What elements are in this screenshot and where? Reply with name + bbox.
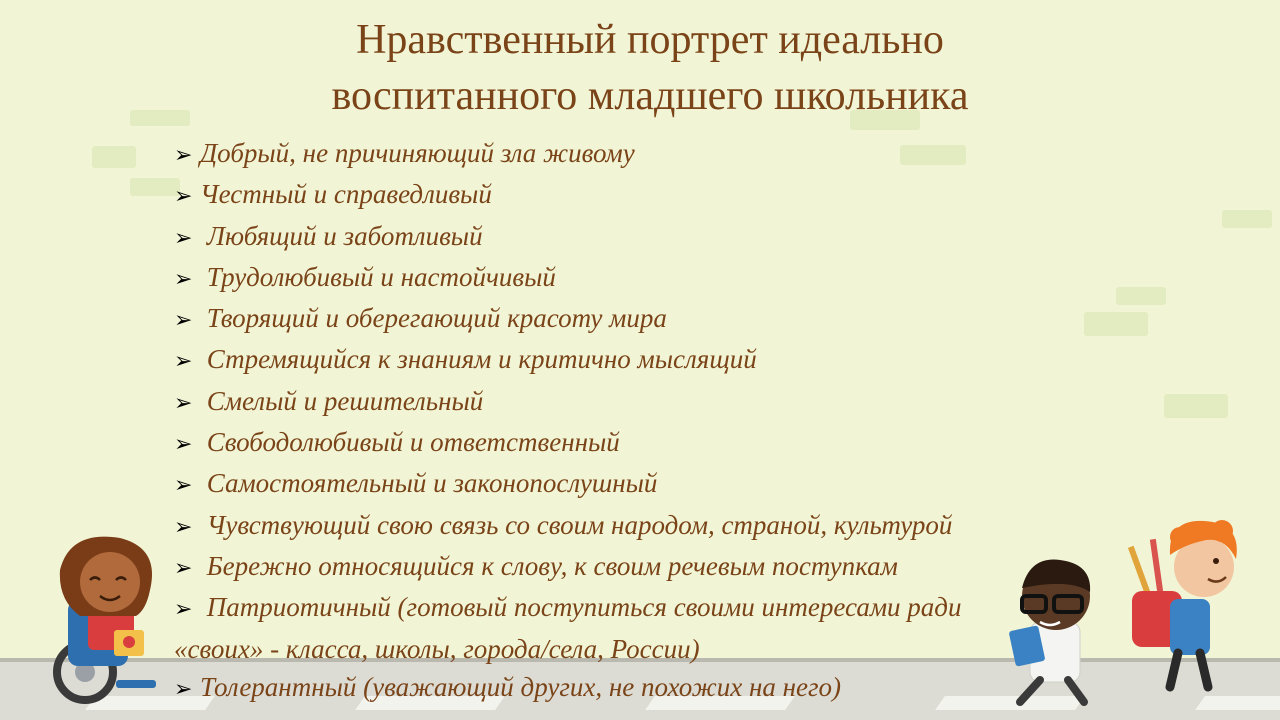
list-item: ➢ Творящий и оберегающий красоту мира (174, 299, 1054, 340)
checkmark-arrow-icon: ➢ (174, 473, 193, 499)
list-item: ➢ Бережно относящийся к слову, к своим речевым поступкам (174, 547, 1054, 588)
boy-with-book-illustration (1000, 552, 1110, 712)
checkmark-arrow-icon: ➢ (174, 266, 193, 292)
list-item: ➢ Смелый и решительный (174, 382, 1054, 423)
checkmark-arrow-icon: ➢ (174, 514, 193, 540)
checkmark-arrow-icon: ➢ (174, 184, 193, 210)
list-item: ➢ Самостоятельный и законопослушный (174, 464, 1054, 505)
checkmark-arrow-icon: ➢ (174, 225, 193, 251)
checkmark-arrow-icon: ➢ (174, 143, 193, 168)
checkmark-arrow-icon: ➢ (174, 432, 193, 458)
list-item: ➢ Патриотичный (готовый поступиться своими интересами ради «своих» - класса, школы, города/села, России) (174, 592, 962, 664)
list-item: ➢ Любящий и заботливый (174, 217, 1054, 258)
boy-with-backpack-illustration (1124, 515, 1264, 695)
list-item: ➢ Стремящийся к знаниям и критично мыслящий (174, 340, 1054, 381)
qualities-list (174, 134, 1054, 709)
list-item: ➢ Трудолюбивый и настойчивый (174, 258, 1054, 299)
checkmark-arrow-icon: ➢ (174, 676, 193, 702)
title-line-1: Нравственный портрет идеально (356, 17, 944, 63)
checkmark-arrow-icon: ➢ (174, 597, 193, 623)
checkmark-arrow-icon: ➢ (174, 308, 193, 334)
list-item: ➢ Толерантный (уважающий других, не похожих на него) (174, 668, 1054, 709)
slide-title (0, 12, 1280, 124)
list-item: ➢ Чувствующий свою связь со своим народом, страной, культурой (174, 506, 1054, 547)
checkmark-arrow-icon: ➢ (174, 390, 193, 416)
checkmark-arrow-icon: ➢ (174, 555, 193, 581)
title-line-2: воспитанного младшего школьника (331, 73, 969, 119)
list-item: ➢ Честный и справедливый (174, 175, 1054, 216)
checkmark-arrow-icon: ➢ (174, 349, 193, 375)
girl-wheelchair-illustration (40, 530, 190, 710)
list-item: ➢ Добрый, не причиняющий зла живому (174, 134, 1054, 175)
list-item: ➢ Свободолюбивый и ответственный (174, 423, 1054, 464)
